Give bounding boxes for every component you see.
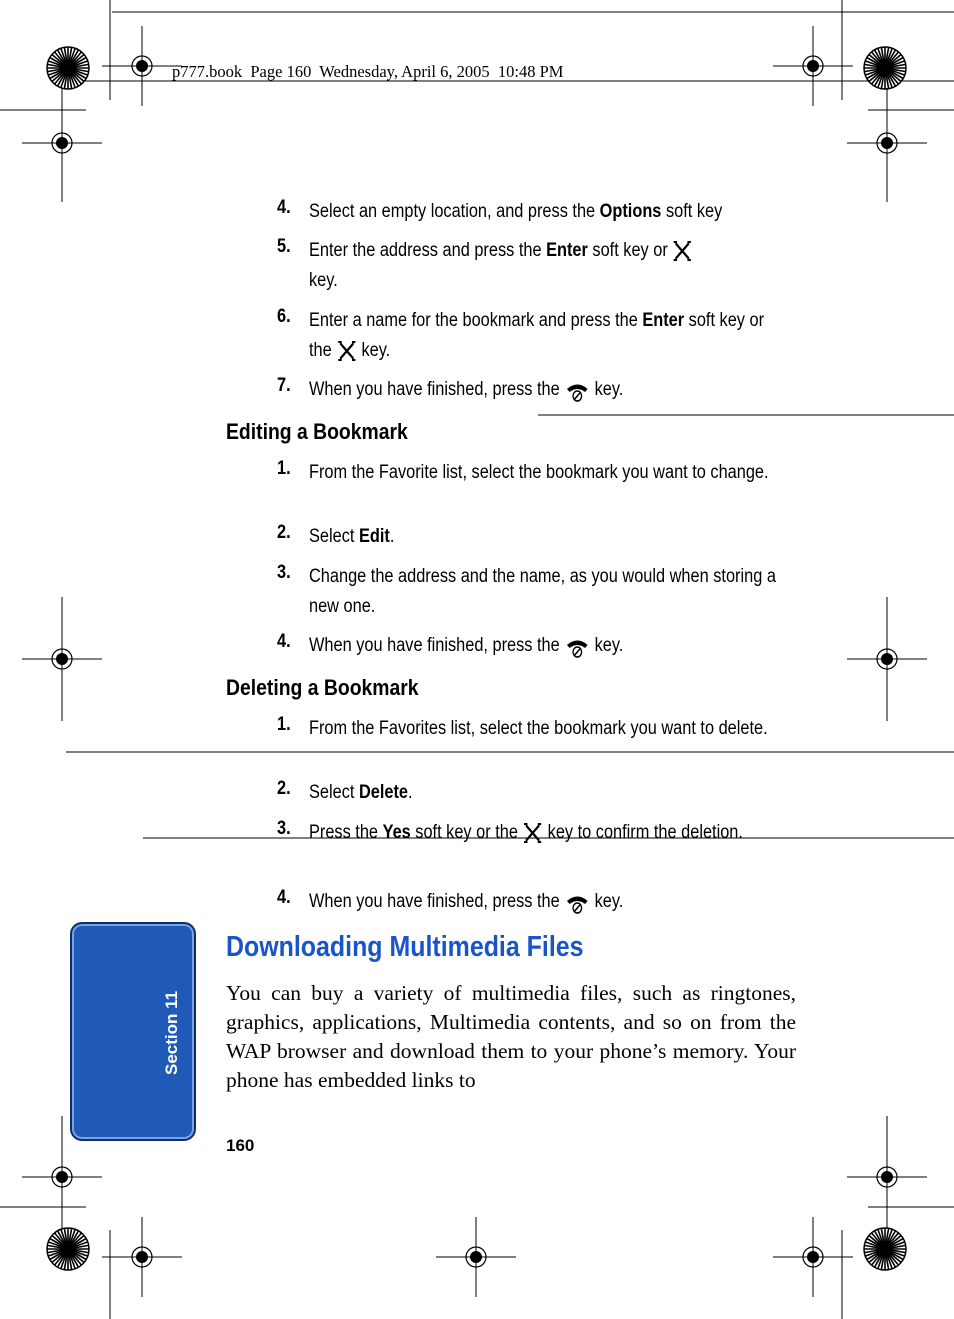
ok-key-icon xyxy=(522,821,543,845)
step-number: 4. xyxy=(277,197,291,218)
step-number: 2. xyxy=(277,522,291,543)
registration-mark-icon xyxy=(436,1217,516,1297)
step-text: From the Favorite list, select the bookmark you want to change. xyxy=(309,462,769,483)
step-text: From the Favorites list, select the bookmark you want to delete. xyxy=(309,718,768,739)
registration-mark-icon xyxy=(102,1217,182,1297)
step-number: 6. xyxy=(277,306,291,327)
heading-editing-bookmark: Editing a Bookmark xyxy=(226,419,408,444)
registration-mark-icon xyxy=(102,26,182,106)
registration-mark-icon xyxy=(773,26,853,106)
step-number: 4. xyxy=(277,631,291,652)
step-number: 1. xyxy=(277,458,291,479)
end-key-icon xyxy=(564,889,590,915)
step-text: Enter a name for the bookmark and press the Enter soft key or the key. xyxy=(309,310,765,361)
step-number: 4. xyxy=(277,887,291,908)
starburst-mark-icon xyxy=(47,47,89,89)
step-text: Select an empty location, and press the Options soft key xyxy=(309,201,723,222)
step-text: Select Delete. xyxy=(309,782,413,803)
section-tab-label: Section 11 xyxy=(162,990,181,1075)
ok-key-icon xyxy=(336,339,357,363)
step-text: Enter the address and press the Enter soft key or key. xyxy=(309,236,791,296)
page-number: 160 xyxy=(226,1136,255,1155)
registration-mark-icon xyxy=(773,1217,853,1297)
step-number: 5. xyxy=(277,236,291,257)
ok-key-icon xyxy=(672,239,693,263)
step-number: 1. xyxy=(277,714,291,735)
body-paragraph: You can buy a variety of multimedia files, such as ringtones, graphics, applications, Multimedia contents, and so on from the WAP browser and download them to your phone’s memory. Your phone has embedded links to xyxy=(226,981,796,1092)
step-number: 7. xyxy=(277,375,291,396)
step-number: 3. xyxy=(277,562,291,583)
starburst-mark-icon xyxy=(864,1228,906,1270)
step-number: 3. xyxy=(277,818,291,839)
end-key-icon xyxy=(564,633,590,659)
starburst-mark-icon xyxy=(47,1228,89,1270)
step-text: When you have finished, press the key. xyxy=(309,887,791,917)
section-title: Downloading Multimedia Files xyxy=(226,931,584,963)
end-key-icon xyxy=(564,377,590,403)
step-text: When you have finished, press the key. xyxy=(309,375,791,405)
step-text: Select Edit. xyxy=(309,526,395,547)
step-text: When you have finished, press the key. xyxy=(309,631,791,661)
step-number: 2. xyxy=(277,778,291,799)
step-text: Press the Yes soft key or the key to confirm the deletion. xyxy=(309,822,743,843)
starburst-mark-icon xyxy=(864,47,906,89)
heading-deleting-bookmark: Deleting a Bookmark xyxy=(226,675,419,700)
print-header: p777.book Page 160 Wednesday, April 6, 2005 10:48 PM xyxy=(172,62,564,81)
step-text: Change the address and the name, as you would when storing a new one. xyxy=(309,566,776,617)
